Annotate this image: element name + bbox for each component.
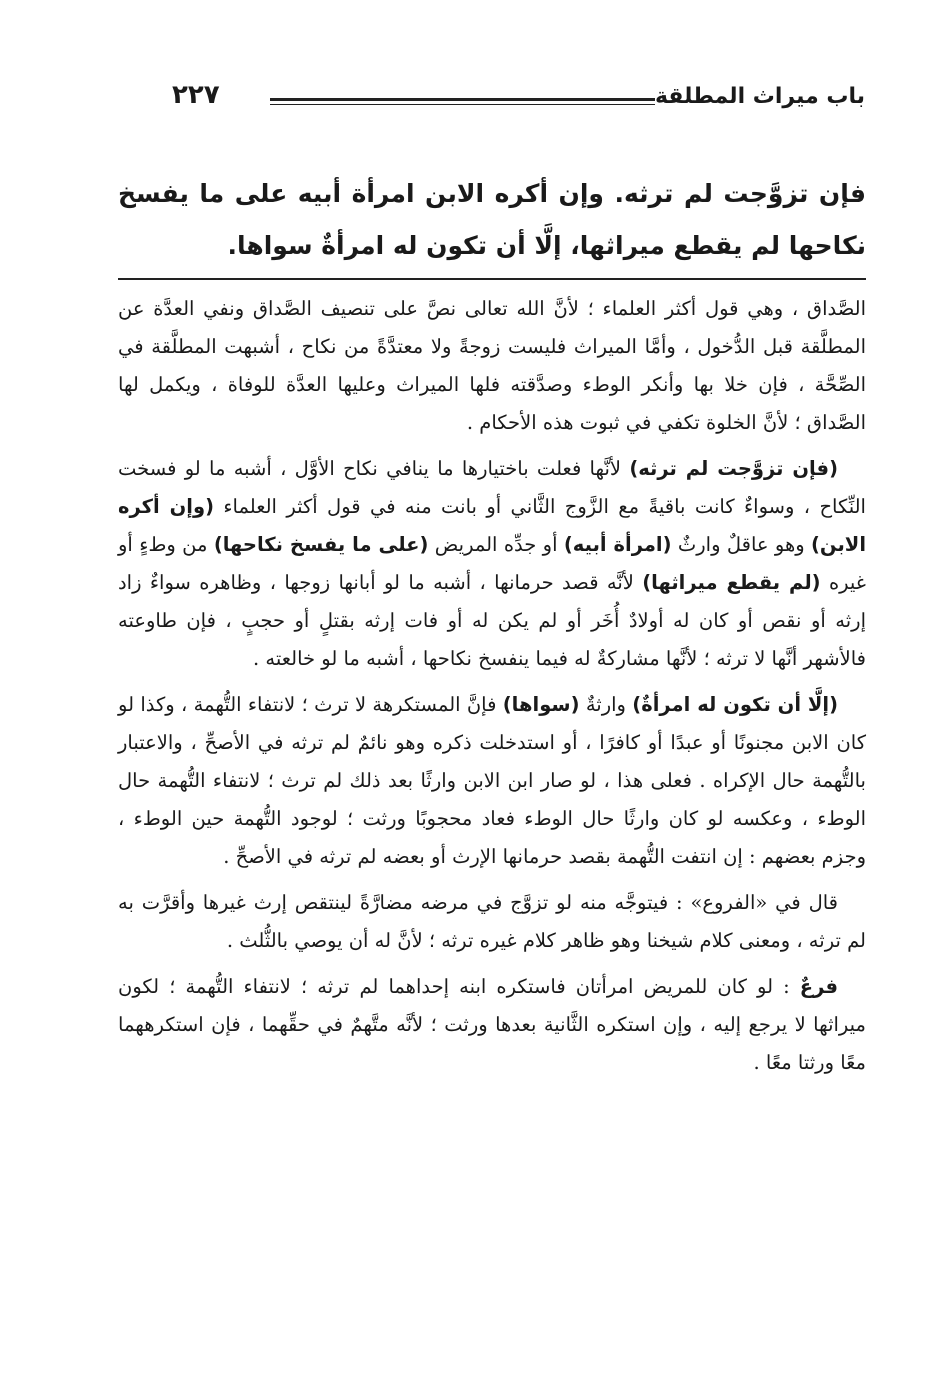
running-header [160,80,865,120]
bold-phrase: (امرأة أبيه) [563,533,672,556]
text-run: : لو كان للمريض امرأتان فاستكره ابنه إحداهما لم ترثه ؛ لانتفاء التُّهمة ؛ لكون ميراثها لا يرجع إليه ، وإن استكره الثَّانية بعدها ورثت ؛ لأنَّه متَّهمٌ في حقِّهما ، فإن استكرههما معًا ورثتا معًا . [118,975,866,1074]
text-run: لأنَّها فعلت باختيارها ما ينافي نكاح الأوَّل ، أشبه ما لو فسخت النِّكاح ، وسواءٌ كانت باقيةً مع الزَّوج الثَّاني أو بانت منه في قول أكثر العلماء [118,457,866,518]
bold-phrase: (إلَّا أن تكون له امرأةٌ) [632,693,839,716]
bold-phrase: (على ما يفسخ نكاحها) [213,533,429,556]
paragraph-2 [118,450,866,678]
commentary-body [118,290,866,1090]
text-run: من وطءٍ أو غيره [118,533,866,594]
text-run: فإنَّ المستكرهة لا ترث ؛ لانتفاء التُّهمة ، وكذا لو كان الابن مجنونًا أو عبدًا أو كافرًا ، أو استدخلت ذكره وهو نائمٌ لم ترثه في الأصحِّ ، والاعتبار بالتُّهمة حال الإكراه . فعلى هذا ، لو صار ابن الابن وارثًا بعد ذلك لم ترث ؛ لانتفاء التُّهمة حال الوطء ، وعكسه لو كان وارثًا حال الوطء فعاد محجوبًا ورثت ؛ لوجود التُّهمة حين الوطء ، وجزم بعضهم : إن انتفت التُّهمة بقصد حرمانها الإرث أو بعضه لم ترثه في الأصحِّ . [118,693,866,868]
page-number: ٢٢٧ [172,80,220,110]
header-title: باب ميراث المطلقة [654,84,865,109]
header-rule [270,98,655,101]
bold-phrase: (لم يقطع ميراثها) [642,571,821,594]
bold-phrase: (سواها) [502,693,580,716]
header-rule-thin [270,104,655,105]
paragraph-1: الصَّداق ، وهي قول أكثر العلماء ؛ لأنَّ الله تعالى نصَّ على تنصيف الصَّداق ونفي العدَّة عن المطلَّقة قبل الدُّخول ، وأمَّا الميراث فليست زوجةً ولا معتدَّةً من نكاح ، أشبهت المطلَّقة في الصِّحَّة ، فإن خلا بها وأنكر الوطء وصدَّقته فلها الميراث وعليها العدَّة للوفاة ، ويكمل لها الصَّداق ؛ لأنَّ الخلوة تكفي في ثبوت هذه الأحكام . [118,297,866,434]
bold-phrase: (فإن تزوَّجت لم ترثه) [629,457,838,480]
matn-text: فإن تزوَّجت لم ترثه. وإن أكره الابن امرأة أبيه على ما يفسخ نكاحها لم يقطع ميراثها، إلَّا أن تكون له امرأةٌ سواها. [118,179,866,260]
text-run: وارثةٌ [579,693,633,716]
bold-phrase: فرعٌ [799,975,838,998]
paragraph-5 [118,968,866,1082]
bold-phrase: (وإن أكره الابن) [118,495,867,556]
paragraph-4: قال في «الفروع» : فيتوجَّه منه لو تزوَّج في مرضه مضارَّةً لينتقص إرث غيرها وأقرَّت به لم ترثه ، ومعنى كلام شيخنا وهو ظاهر كلام غيره ترثه ؛ لأنَّ له أن يوصي بالثُّلث . [118,891,866,952]
matn-separator [118,278,866,280]
text-run: لأنَّه قصد حرمانها ، أشبه ما لو أبانها زوجها ، وظاهره سواءٌ زاد إرثه أو نقص أو كان له أولادٌ أُخَر أو لم يكن له أو فات إرثه بقتلٍ أو حجبٍ ، فإن طاوعته فالأشهر أنَّها لا ترثه ؛ لأنَّها مشاركةٌ له فيما ينفسخ نكاحها ، أشبه ما لو خالعته . [118,571,866,670]
paragraph-3 [118,686,866,876]
text-run: وهو عاقلٌ وارثٌ [671,533,812,556]
text-run: أو جدِّه المريض [428,533,564,556]
